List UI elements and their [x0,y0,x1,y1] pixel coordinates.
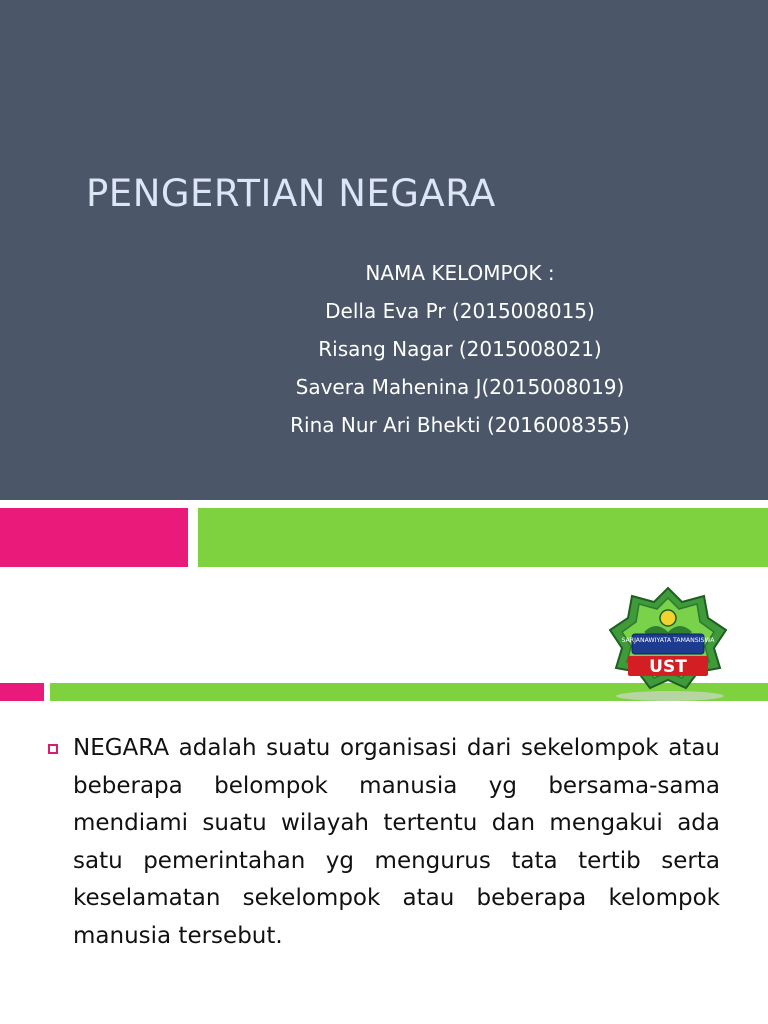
square-bullet-icon [48,744,58,754]
member-item: Risang Nagar (2015008021) [318,337,602,361]
green-accent-bar [198,508,768,567]
ust-emblem-logo [608,584,728,704]
definition-text: NEGARA adalah suatu organisasi dari sekelompok atau beberapa belompok manusia yg bersama-sama mendiami suatu wilayah tertentu dan mengakui ada satu pemerintahan yg mengurus tata tertib serta keselamatan sekelompok atau beberapa kelompok manusia tersebut. [73,735,720,949]
member-item: Rina Nur Ari Bhekti (2016008355) [290,413,630,437]
title-panel [0,0,768,500]
slide-title: PENGERTIAN NEGARA [86,172,496,215]
group-members [250,254,670,444]
member-item: Della Eva Pr (2015008015) [325,299,595,323]
pink-divider-bar [0,683,44,701]
pink-accent-bar [0,508,188,567]
logo-banner-text: SARJANAWIYATA TAMANSISWA [621,637,715,644]
definition-bullet [48,730,720,955]
logo-text: UST [649,657,687,677]
member-item: Savera Mahenina J(2015008019) [295,375,625,399]
members-heading: NAMA KELOMPOK : [365,261,555,285]
